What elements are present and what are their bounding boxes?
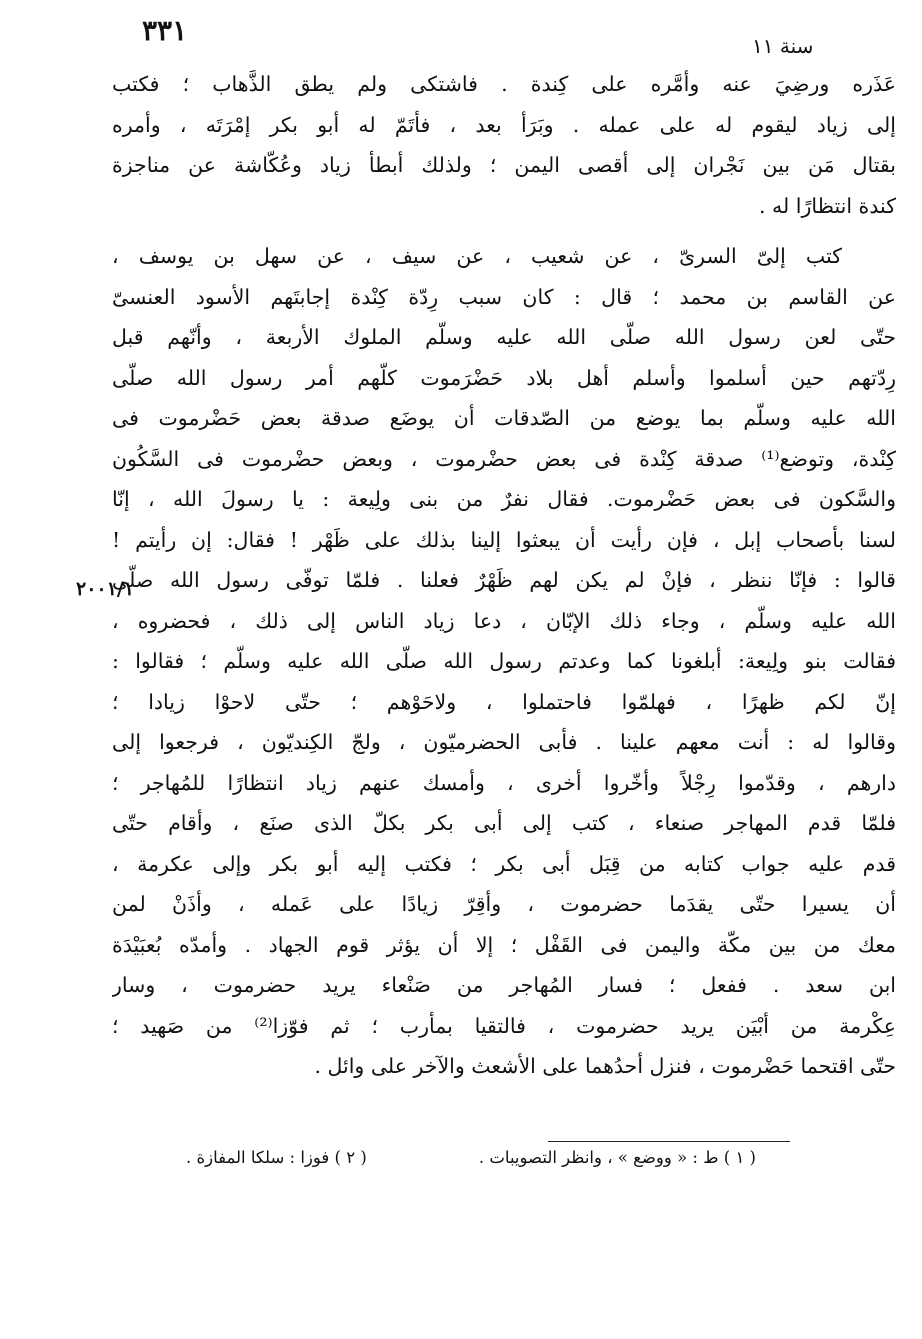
- margin-reference: ٢٠٠١/١: [76, 578, 134, 600]
- text-line: حتّى اقتحما حَضْرموت ، فنزل أحدُهما على الأشعث والآخر على وائل .: [314, 1054, 896, 1078]
- main-text: [112, 64, 896, 1087]
- text-line: فلمّا قدم المهاجر صنعاء ، كتب إلى أبى بكر بكلّ الذى صنَع ، وأقام حتّى: [112, 811, 896, 835]
- text-line: رِدّتهم حين أسلموا وأسلم أهل بلاد حَضْرَموت كلّهم أمر رسول الله صلّى: [112, 365, 896, 390]
- text-line: كتب إلىّ السرىّ ، عن شعيب ، عن سيف ، عن سهل بن يوسف ،: [112, 244, 842, 268]
- text-line: لسنا بأصحاب إبل ، فإن رأيت أن يبعثوا إلينا بذلك على ظَهْر ! فقال: إن رأيتم !: [112, 527, 896, 552]
- running-head: سنة ١١: [752, 34, 814, 58]
- text-line: حتّى لعن رسول الله صلّى الله عليه وسلّم الملوك الأربعة ، وأنّهم قبل: [112, 325, 896, 349]
- text-line: عِكْرمة من أبْيَن يريد حضرموت ، فالتقيا بمأرب ؛ ثم فوّزا⁽²⁾ من صَهيد ؛: [112, 1013, 896, 1038]
- text-line: إنّ لكم ظهرًا ، فهلمّوا فاحتملوا ، ولاحَوْهم ؛ حتّى لاحوْا زيادا ؛: [112, 689, 896, 714]
- page-number: ٣٣١: [142, 14, 188, 47]
- footnotes: [186, 1148, 756, 1167]
- text-line: كِنْدة، وتوضع⁽¹⁾ صدقة كِنْدة فى بعض حضْرموت ، وبعض حضْرموت فى السَّكُون: [112, 446, 896, 471]
- text-line: الله عليه وسلّم ، وجاء ذلك الإبّان ، دعا زياد الناس إلى ذلك ، فحضروه ،: [112, 608, 896, 633]
- text-line: ابن سعد . ففعل ؛ فسار المُهاجر من صَنْعاء يريد حضرموت ، وسار: [112, 973, 896, 997]
- text-line: وقالوا له : أنت معهم علينا . فأبى الحضرميّون ، ولجّ الكِنديّون ، فرجعوا إلى: [112, 730, 896, 754]
- text-line: الله عليه وسلّم بما يوضع من الصّدقات أن يوضَع صدقة بعض حَضْرموت فى: [112, 406, 896, 430]
- footnote-rule: [548, 1141, 790, 1142]
- text-line: معك من بين مكّة واليمن فى القَفْل ؛ إلا أن يؤثر قوم الجهاد . وأمدّه بُعبَيْدَة: [112, 932, 896, 957]
- text-line: قالوا : فإنّا ننظر ، فإنْ لم يكن لهم ظَهْرٌ فعلنا . فلمّا توفّى رسول الله صلّى: [112, 568, 896, 592]
- text-line: إلى زياد ليقوم له على عمله . وبَرَأ بعد ، فأتَمّ له أبو بكر إمْرَتَه ، وأمره: [112, 112, 896, 137]
- text-line: دارهم ، وقدّموا رِجْلاً وأخّروا أخرى ، وأمسك عنهم زياد انتظارًا للمُهاجر ؛: [112, 770, 896, 795]
- text-line: بقتال مَن بين نَجْران إلى أقصى اليمن ؛ ولذلك أبطأ زياد وعُكّاشة عن مناجزة: [112, 153, 896, 177]
- text-line: والسَّكون فى بعض حَضْرموت. فقال نفرٌ من بنى ولِيعة : يا رسولَ الله ، إنّا: [112, 487, 896, 511]
- text-line: كندة انتظارًا له .: [759, 193, 896, 218]
- text-line: عن القاسم بن محمد ؛ قال : كان سبب رِدّة كِنْدة إجابتَهم الأسود العنسىّ: [112, 284, 896, 309]
- text-line: فقالت بنو ولِيعة: أبلغونا كما وعدتم رسول الله صلّى الله عليه وسلّم ؛ فقالوا :: [112, 649, 896, 673]
- footnote-1: ( ١ ) ط : « ووضع » ، وانظر التصويبات .: [478, 1148, 756, 1167]
- footnote-2: ( ٢ ) فوزا : سلكا المفازة .: [186, 1148, 367, 1167]
- text-line: أن يسيرا حتّى يقدَما حضرموت ، وأقِرّ زيادًا على عَمله ، وأذَنْ لمن: [112, 892, 896, 916]
- paragraph-gap: [112, 226, 896, 236]
- text-line: عَذَره ورضِيَ عنه وأمَّره على كِندة . فاشتكى ولم يطق الذَّهاب ؛ فكتب: [112, 72, 896, 96]
- text-line: قدم عليه جواب كتابه من قِبَل أبى بكر ؛ فكتب إليه أبو بكر وإلى عكرمة ،: [112, 851, 896, 876]
